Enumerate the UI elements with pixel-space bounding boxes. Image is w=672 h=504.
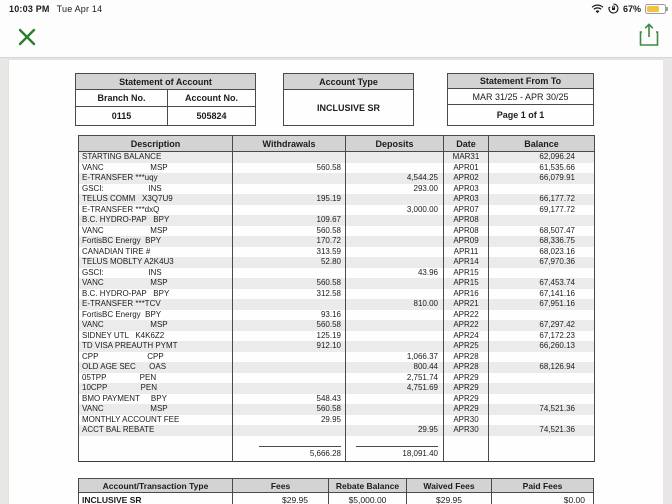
cell-desc: B.C. HYDRO-PAP BPY <box>79 215 233 226</box>
cell-date: APR25 <box>444 341 489 352</box>
table-row <box>79 236 595 247</box>
cell-wd: 560.58 <box>233 278 346 289</box>
cell-wd: 29.95 <box>233 415 346 426</box>
account-no-value: 505824 <box>168 107 256 126</box>
statement-of-account-title: Statement of Account <box>76 74 256 90</box>
cell-date: APR03 <box>444 194 489 205</box>
status-time-date <box>9 4 102 14</box>
table-row <box>79 341 595 352</box>
fees-header-row <box>79 479 594 493</box>
table-row <box>79 194 595 205</box>
cell-wd: 312.58 <box>233 289 346 300</box>
cell-dep: 800.44 <box>346 362 444 373</box>
cell-wd: 52.80 <box>233 257 346 268</box>
cell-bal: 74,521.36 <box>489 404 595 415</box>
cell-desc: 05TPP PEN <box>79 373 233 384</box>
cell-desc: VANC MSP <box>79 320 233 331</box>
cell-bal: 67,970.36 <box>489 257 595 268</box>
cell-bal: 67,141.16 <box>489 289 595 300</box>
cell-wd <box>233 152 346 163</box>
cell-desc: 10CPP PEN <box>79 383 233 394</box>
statement-period-table <box>447 73 594 126</box>
table-row <box>79 373 595 384</box>
cell-desc: VANC MSP <box>79 278 233 289</box>
cell-desc: FortisBC Energy BPY <box>79 236 233 247</box>
cell-dep <box>346 404 444 415</box>
table-row <box>79 173 595 184</box>
col-balance: Balance <box>489 136 595 152</box>
col-withdrawals: Withdrawals <box>233 136 346 152</box>
account-no-label: Account No. <box>168 90 256 107</box>
cell-bal <box>489 184 595 195</box>
col-rebate-balance: Rebate Balance <box>329 479 407 493</box>
account-type-table <box>283 73 414 126</box>
table-row <box>79 362 595 373</box>
cell-bal: 69,177.72 <box>489 205 595 216</box>
cell-date: APR28 <box>444 362 489 373</box>
cell-dep: 43.96 <box>346 268 444 279</box>
cell-dep <box>346 215 444 226</box>
cell-date: APR01 <box>444 163 489 174</box>
cell-wd: 560.58 <box>233 404 346 415</box>
cell-date: APR15 <box>444 278 489 289</box>
table-row <box>79 257 595 268</box>
col-description: Description <box>79 136 233 152</box>
cell-bal: 67,172.23 <box>489 331 595 342</box>
cell-date: APR14 <box>444 257 489 268</box>
cell-date: APR08 <box>444 226 489 237</box>
transactions-header-row <box>79 136 595 152</box>
table-row <box>79 299 595 310</box>
cell-desc: VANC MSP <box>79 163 233 174</box>
col-date: Date <box>444 136 489 152</box>
cell-desc: E-TRANSFER ***dxQ <box>79 205 233 216</box>
cell-date: APR09 <box>444 236 489 247</box>
cell-dep: 4,544.25 <box>346 173 444 184</box>
cell-bal: 67,951.16 <box>489 299 595 310</box>
cell-date: APR21 <box>444 299 489 310</box>
cell-wd: 560.58 <box>233 320 346 331</box>
cell-bal: 67,453.74 <box>489 278 595 289</box>
cell-date: APR29 <box>444 383 489 394</box>
cell-dep: 1,066.37 <box>346 352 444 363</box>
cell-dep: 3,000.00 <box>346 205 444 216</box>
cell-wd: 125.19 <box>233 331 346 342</box>
table-row <box>79 331 595 342</box>
cell-date: APR02 <box>444 173 489 184</box>
table-row <box>79 152 595 163</box>
cell-desc: MONTHLY ACCOUNT FEE <box>79 415 233 426</box>
cell-dep <box>346 278 444 289</box>
cell-desc: TELUS COMM X3Q7U9 <box>79 194 233 205</box>
cell-date: APR15 <box>444 268 489 279</box>
cell-bal: 66,260.13 <box>489 341 595 352</box>
cell-wd <box>233 383 346 394</box>
cell-wd <box>233 352 346 363</box>
cell-date: APR28 <box>444 352 489 363</box>
cell-bal: 68,126.94 <box>489 362 595 373</box>
cell-wd <box>233 373 346 384</box>
cell-dep <box>346 247 444 258</box>
cell-date: APR24 <box>444 331 489 342</box>
cell-date: APR30 <box>444 415 489 426</box>
filler-row <box>79 436 595 447</box>
cell-dep <box>346 341 444 352</box>
cell-dep <box>346 226 444 237</box>
cell-dep <box>346 163 444 174</box>
col-fees: Fees <box>233 479 329 493</box>
page-info: Page 1 of 1 <box>448 105 594 126</box>
cell-dep <box>346 257 444 268</box>
cell-date: MAR31 <box>444 152 489 163</box>
cell-paid: $0.00 <box>492 493 594 504</box>
fees-table <box>78 478 594 504</box>
fees-row <box>79 493 594 504</box>
cell-desc: CPP CPP <box>79 352 233 363</box>
cell-wd: 195.19 <box>233 194 346 205</box>
cell-desc: TELUS MOBLTY A2K4U3 <box>79 257 233 268</box>
battery-icon <box>645 4 666 14</box>
cell-wd <box>233 299 346 310</box>
cell-wd: 548.43 <box>233 394 346 405</box>
cell-date: APR08 <box>444 215 489 226</box>
statement-of-account-table <box>75 73 256 126</box>
cell-dep <box>346 289 444 300</box>
cell-wd: 93.16 <box>233 310 346 321</box>
cell-bal: 68,507.47 <box>489 226 595 237</box>
cell-bal <box>489 268 595 279</box>
cell-dep <box>346 394 444 405</box>
table-row <box>79 205 595 216</box>
cell-dep: 293.00 <box>346 184 444 195</box>
table-row <box>79 226 595 237</box>
account-type-label: Account Type <box>284 74 414 90</box>
table-row <box>79 184 595 195</box>
cell-waiv: $29.95 <box>407 493 492 504</box>
table-row <box>79 394 595 405</box>
cell-desc: SIDNEY UTL K4K6Z2 <box>79 331 233 342</box>
table-row <box>79 352 595 363</box>
cell-dep <box>346 152 444 163</box>
table-row <box>79 310 595 321</box>
cell-bal: 68,023.16 <box>489 247 595 258</box>
cell-bal <box>489 373 595 384</box>
cell-desc: OLD AGE SEC OAS <box>79 362 233 373</box>
cell-bal <box>489 310 595 321</box>
table-row <box>79 163 595 174</box>
cell-dep: 810.00 <box>346 299 444 310</box>
cell-dep <box>346 310 444 321</box>
table-row <box>79 268 595 279</box>
cell-date: APR03 <box>444 184 489 195</box>
cell-bal: 66,079.91 <box>489 173 595 184</box>
cell-desc: GSCI: INS <box>79 268 233 279</box>
cell-desc: TD VISA PREAUTH PYMT <box>79 341 233 352</box>
status-bar <box>0 0 672 20</box>
cell-bal: 62,096.24 <box>489 152 595 163</box>
cell-bal <box>489 415 595 426</box>
deposits-total: 18,091.40 <box>356 446 438 459</box>
table-row <box>79 383 595 394</box>
cell-dep <box>346 320 444 331</box>
cell-type: INCLUSIVE SR <box>79 493 233 504</box>
totals-row <box>79 446 595 462</box>
cell-desc: GSCI: INS <box>79 184 233 195</box>
share-icon[interactable] <box>638 22 660 48</box>
cell-date: APR30 <box>444 425 489 436</box>
cell-bal <box>489 383 595 394</box>
branch-no-label: Branch No. <box>76 90 168 107</box>
cell-desc: E-TRANSFER ***uqy <box>79 173 233 184</box>
table-row <box>79 278 595 289</box>
cell-dep <box>346 415 444 426</box>
document-area <box>0 57 672 504</box>
cell-wd: 109.67 <box>233 215 346 226</box>
cell-dep: 4,751.69 <box>346 383 444 394</box>
cell-desc: VANC MSP <box>79 404 233 415</box>
period-label: Statement From To <box>448 74 594 89</box>
cell-desc: E-TRANSFER ***TCV <box>79 299 233 310</box>
cell-bal: 74,521.36 <box>489 425 595 436</box>
status-time: 10:03 PM <box>9 4 50 14</box>
cell-wd: 560.58 <box>233 226 346 237</box>
cell-date: APR29 <box>444 373 489 384</box>
col-deposits: Deposits <box>346 136 444 152</box>
table-row <box>79 320 595 331</box>
cell-fees: $29.95 <box>233 493 329 504</box>
cell-bal: 68,336.75 <box>489 236 595 247</box>
table-row <box>79 247 595 258</box>
cell-wd: 912.10 <box>233 341 346 352</box>
close-icon[interactable] <box>16 26 38 48</box>
cell-dep <box>346 331 444 342</box>
account-type-value: INCLUSIVE SR <box>284 90 414 126</box>
cell-bal <box>489 394 595 405</box>
cell-wd: 560.58 <box>233 163 346 174</box>
cell-bal: 66,177.72 <box>489 194 595 205</box>
cell-wd <box>233 205 346 216</box>
withdrawals-total: 5,666.28 <box>259 446 341 459</box>
statement-page[interactable] <box>8 59 663 504</box>
table-row <box>79 415 595 426</box>
cell-date: APR22 <box>444 320 489 331</box>
branch-no-value: 0115 <box>76 107 168 126</box>
cell-bal: 67,297.42 <box>489 320 595 331</box>
cell-desc: B.C. HYDRO-PAP BPY <box>79 289 233 300</box>
period-value: MAR 31/25 - APR 30/25 <box>448 89 594 105</box>
cell-desc: VANC MSP <box>79 226 233 237</box>
cell-date: APR11 <box>444 247 489 258</box>
cell-date: APR29 <box>444 394 489 405</box>
cell-reb: $5,000.00 <box>329 493 407 504</box>
cell-bal: 61,535.66 <box>489 163 595 174</box>
transactions-table <box>78 135 595 462</box>
cell-wd <box>233 184 346 195</box>
col-waived-fees: Waived Fees <box>407 479 492 493</box>
cell-dep: 29.95 <box>346 425 444 436</box>
status-date: Tue Apr 14 <box>56 4 103 14</box>
cell-desc: STARTING BALANCE <box>79 152 233 163</box>
cell-dep <box>346 236 444 247</box>
battery-percent: 67% <box>622 3 641 14</box>
cell-wd <box>233 268 346 279</box>
cell-date: APR16 <box>444 289 489 300</box>
cell-date: APR22 <box>444 310 489 321</box>
wifi-icon <box>591 4 604 14</box>
cell-wd <box>233 425 346 436</box>
cell-wd <box>233 362 346 373</box>
viewer-toolbar <box>0 20 672 57</box>
cell-wd: 313.59 <box>233 247 346 258</box>
rotation-lock-icon <box>608 3 619 14</box>
table-row <box>79 215 595 226</box>
cell-wd: 170.72 <box>233 236 346 247</box>
cell-desc: FortisBC Energy BPY <box>79 310 233 321</box>
table-row <box>79 404 595 415</box>
cell-date: APR07 <box>444 205 489 216</box>
cell-dep <box>346 194 444 205</box>
cell-desc: CANADIAN TIRE # <box>79 247 233 258</box>
col-account-transaction-type: Account/Transaction Type <box>79 479 233 493</box>
cell-desc: BMO PAYMENT BPY <box>79 394 233 405</box>
cell-date: APR29 <box>444 404 489 415</box>
cell-wd <box>233 173 346 184</box>
cell-desc: ACCT BAL REBATE <box>79 425 233 436</box>
cell-bal <box>489 215 595 226</box>
cell-dep: 2,751.74 <box>346 373 444 384</box>
table-row <box>79 425 595 436</box>
table-row <box>79 289 595 300</box>
cell-bal <box>489 352 595 363</box>
col-paid-fees: Paid Fees <box>492 479 594 493</box>
